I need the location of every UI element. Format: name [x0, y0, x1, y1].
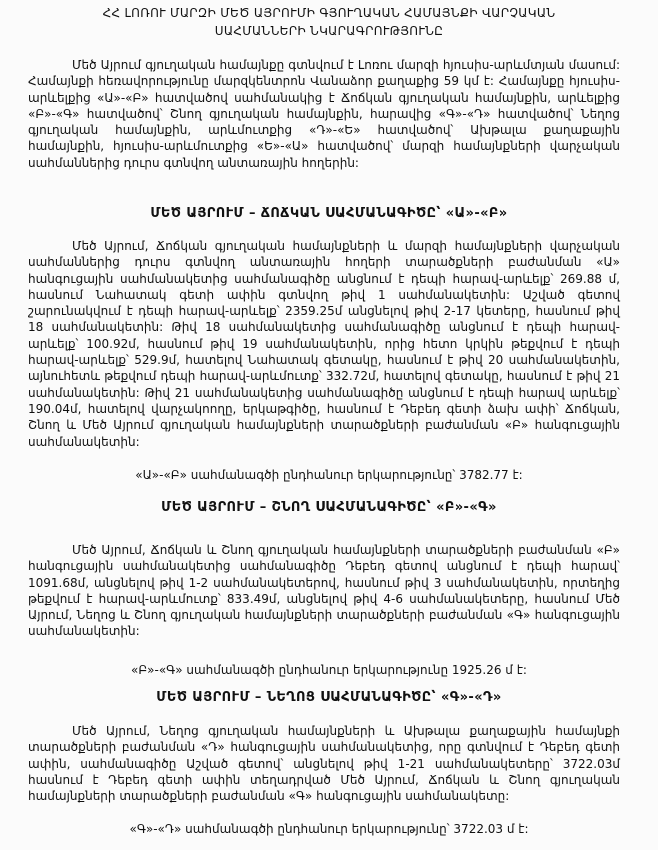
section-total-g-d: «Գ»-«Դ» սահմանագծի ընդհանուր երկարությունը՝ 3722.03 մ է:	[129, 822, 529, 836]
section-paragraph-b-g: Մեծ Այրում, Ճոճկան և Շնող գյուղական համայնքների տարածքների բաժանման «Բ» հանգուցային սահմանակետից սահմանագիծը Դեբեդ գետով անցնում է դեպի հարավ՝ 1091.68մ, անցնելով թիվ 1-2 սահմանակետերով, հասնում թիվ 3 սահմանակետին, որտեղից թեքվում է հարավ-արևմուտք՝ 833.49մ, անցնելով թիվ 4-6 սահմանակետերը, հասնում Մեծ Այրում, Նեղոց և Շնող գյուղական համայնքների տարածքների բաժանման «Գ» հանգուցային սահմանակետին:	[28, 543, 620, 639]
document-title-line-2: ՍԱՀՄԱՆՆԵՐԻ ՆԿԱՐԱԳՐՈՒԹՅՈՒՆԸ	[214, 24, 444, 38]
section-total-a-b: «Ա»-«Բ» սահմանագծի ընդհանուր երկարությունը՝ 3782.77 է:	[135, 468, 523, 482]
document-title-line-1: ՀՀ ԼՈՌՈՒ ՄԱՐԶԻ ՄԵԾ ԱՅՐՈՒՄԻ ԳՅՈՒՂԱԿԱՆ ՀԱՄԱՅՆՔԻ ՎԱՐՉԱԿԱՆ	[102, 6, 556, 20]
section-heading-b-g: ՄԵԾ ԱՅՐՈՒՄ – ՇՆՈՂ ՍԱՀՄԱՆԱԳԻԾԸ՝ «Բ»-«Գ»	[161, 500, 497, 515]
section-heading-a-b: ՄԵԾ ԱՅՐՈՒՄ – ՃՈՃԿԱՆ ՍԱՀՄԱՆԱԳԻԾԸ՝ «Ա»-«Բ»	[150, 206, 508, 221]
intro-paragraph: Մեծ Այրում գյուղական համայնքը գտնվում է Լոռու մարզի հյուսիս-արևմտյան մասում: Համայնքի հեռավորությունը մարզկենտրոն Վանաձոր քաղաքից 59 կմ է: Համայնքը հյուսիս-արևելքից «Ա»-«Բ» հատվածով սահմանակից է Ճոճկան գյուղական համայնքին, արևելքից «Բ»-«Գ» հատվածով՝ Շնող գյուղական համայնքին, հարավից «Գ»-«Դ» հատվածով՝ Նեղոց գյուղական համայնքին, արևմուտքից «Դ»-«Ե» հատվածով՝ Ախթալա քաղաքային համայնքին, հյուսիս-արևմուտքից «Ե»-«Ա» հատվածով՝ մարզի համայնքների վարչական սահմաններից դուրս գտնվող անտառային հողերին:	[28, 58, 620, 170]
section-heading-g-d: ՄԵԾ ԱՅՐՈՒՄ – ՆԵՂՈՑ ՍԱՀՄԱՆԱԳԻԾԸ՝ «Գ»-«Դ»	[156, 690, 502, 705]
section-paragraph-a-b: Մեծ Այրում, Ճոճկան գյուղական համայնքների և մարզի համայնքների վարչական սահմաններից դուրս գտնվող անտառային հողերի տարածքների բաժանման «Ա» հանգուցային սահմանակետից սահմանագիծը անցնում է դեպի հարավ-արևելք՝ 269.88 մ, հասնում Նահատակ գետի ափին գտնվող թիվ 1 սահմանակետին: Աշված գետով շարունակվում է դեպի հարավ-արևելք՝ 2359.25մ անցնելով թիվ 2-17 կետերը, հասնում թիվ 18 սահմանակետին: Թիվ 18 սահմանակետից սահմանագիծը անցնում է դեպի հարավ-արևելք՝ 100.92մ, հասնում թիվ 19 սահմանակետին, որից հետո կրկին թեքվում է դեպի հարավ-արևելք՝ 529.9մ, հատելով Նահատակ գետակը, հասնում է թիվ 20 սահմանակետին, այնուհետև թեքվում դեպի հարավ-արևմուտք՝ 332.72մ, հատելով գետակը, հասնում է թիվ 21 սահմանակետին: Թիվ 21 սահմանակետից սահմանագիծը անցնում է դեպի հարավ արևելք՝ 190.04մ, հատելով վարչակոողը, երկաթգիծը, հասնում է Դեբեդ գետի ձախ ափի՝ Ճոճկան, Շնող և Մեծ Այրում գյուղական համայնքների տարածքների բաժանման «Բ» հանգուցային սահմանակետին:	[28, 239, 620, 449]
section-total-b-g: «Բ»-«Գ» սահմանագծի ընդհանուր երկարությունը 1925.26 մ է:	[131, 663, 527, 677]
section-paragraph-g-d: Մեծ Այրում, Նեղոց գյուղական համայնքների և Ախթալա քաղաքային համայնքի տարածքների բաժանման «Դ» հանգուցային սահմանակետից, որը գտնվում է Դեբեդ գետի ափին, սահմանագիծը Աշված գետով՝ անցնելով թիվ 1-21 սահմանակետերը՝ 3722.03մ հասնում է Դեբեդ գետի ափին տեղադրված Մեծ Այրում, Ճոճկան և Շնող գյուղական համայնքների տարածքների բաժանման «Գ» հանգուցային սահմանակետը:	[28, 724, 620, 804]
